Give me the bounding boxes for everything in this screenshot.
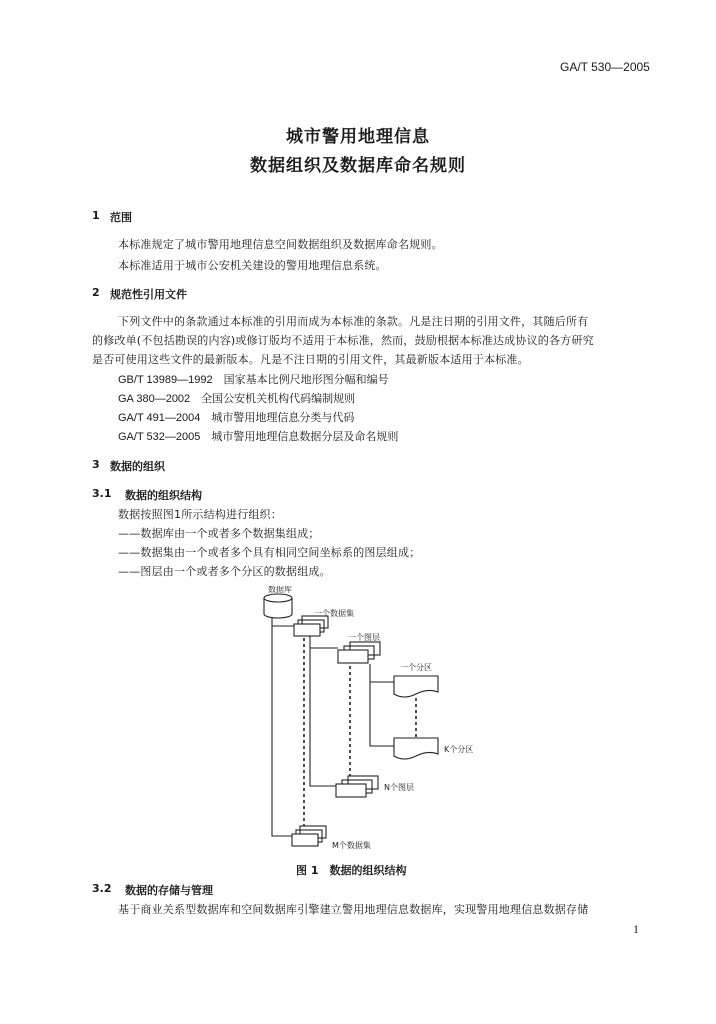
section-1-para2: 本标准适用于城市公安机关建设的警用地理信息系统。 xyxy=(118,259,387,272)
section-3-1-intro: 数据按照图1所示结构进行组织： xyxy=(118,508,282,521)
partition-icon xyxy=(394,738,438,759)
reference-item: GA/T 491—2004 城市警用地理信息分类与代码 xyxy=(118,412,355,424)
section-3-2-para1: 基于商业关系型数据库和空间数据库引擎建立警用地理信息数据库，实现警用地理信息数据存储 xyxy=(118,903,589,916)
layer-stack-icon xyxy=(338,642,380,663)
section-3-2-title: 数据的存储与管理 xyxy=(125,884,213,897)
section-2-line1: 下列文件中的条款通过本标准的引用而成为本标准的条款。凡是注日期的引用文件，其随后所有 xyxy=(118,315,589,328)
reference-item: GB/T 13989—1992 国家基本比例尺地形图分幅和编号 xyxy=(118,374,389,386)
partition-icon xyxy=(394,676,438,697)
document-title-line2: 数据组织及数据库命名规则 xyxy=(250,156,466,176)
dataset-stack-icon xyxy=(294,616,328,636)
bullet-item: ——数据集由一个或者多个具有相同空间坐标系的图层组成； xyxy=(118,546,421,559)
section-3-title: 数据的组织 xyxy=(110,460,165,473)
figure-caption: 图 1 数据的组织结构 xyxy=(296,864,407,877)
section-1-title: 范围 xyxy=(110,211,132,224)
section-2-title: 规范性引用文件 xyxy=(110,288,187,301)
section-3-number: 3 xyxy=(92,458,100,471)
layer-stack-icon xyxy=(336,776,378,797)
label-one-dataset: 一个数据集 xyxy=(314,609,354,618)
section-1-number: 1 xyxy=(92,209,100,222)
reference-item: GA 380—2002 全国公安机关机构代码编制规则 xyxy=(118,393,356,405)
label-m-datasets: M个数据集 xyxy=(332,841,371,850)
section-2-line3: 是否可使用这些文件的最新版本。凡是不注日期的引用文件，其最新版本适用于本标准。 xyxy=(92,353,529,366)
reference-item: GA/T 532—2005 城市警用地理信息数据分层及命名规则 xyxy=(118,431,399,443)
section-2-number: 2 xyxy=(92,286,100,299)
label-one-partition: 一个分区 xyxy=(400,663,432,672)
label-k-partitions: K个分区 xyxy=(444,745,474,754)
standard-code: GA/T 530—2005 xyxy=(560,60,650,74)
section-3-1-title: 数据的组织结构 xyxy=(125,489,202,502)
bullet-item: ——数据库由一个或者多个数据集组成； xyxy=(118,527,320,540)
label-n-layers: N个图层 xyxy=(384,783,414,792)
database-cylinder-icon xyxy=(264,594,292,618)
figure-1-diagram xyxy=(250,586,510,856)
section-1-para1: 本标准规定了城市警用地理信息空间数据组织及数据库命名规则。 xyxy=(118,238,443,251)
document-title-line1: 城市警用地理信息 xyxy=(286,127,430,147)
dataset-stack-icon xyxy=(292,826,326,846)
page-number: 1 xyxy=(633,922,639,936)
section-3-1-number: 3.1 xyxy=(92,487,112,500)
section-3-2-number: 3.2 xyxy=(92,882,112,895)
label-database: 数据库 xyxy=(268,586,292,594)
bullet-item: ——图层由一个或者多个分区的数据组成。 xyxy=(118,565,331,578)
section-2-line2: 的修改单(不包括勘误的内容)或修订版均不适用于本标准，然而，鼓励根据本标准达成协议的各方研究 xyxy=(92,334,594,347)
label-one-layer: 一个图层 xyxy=(348,633,380,642)
